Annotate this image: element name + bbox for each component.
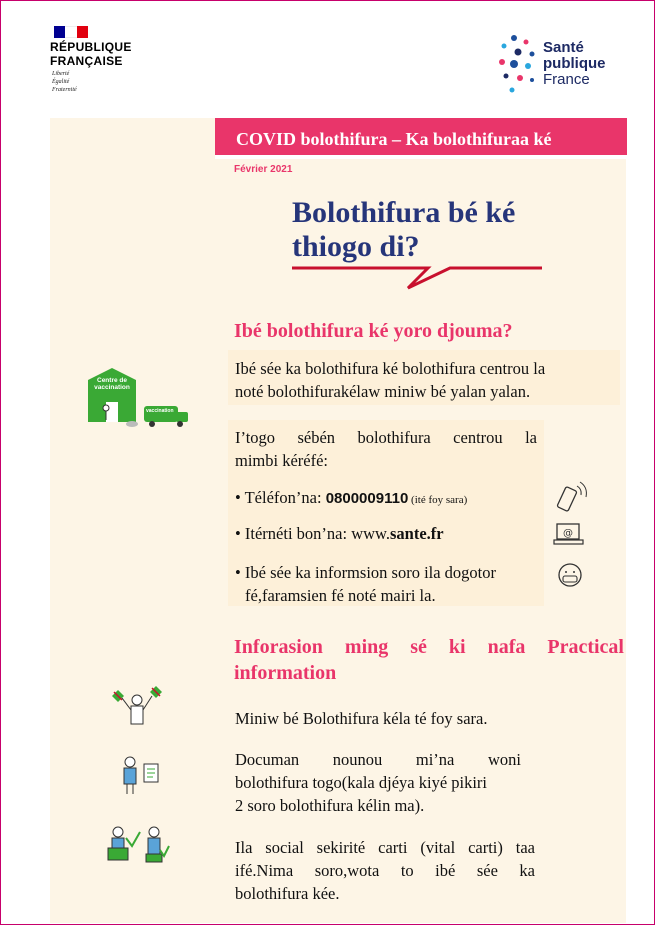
practical-item3-line2: ifé.Nima soro,wota to ibé sée ka bbox=[235, 861, 535, 880]
practical-item2-line1: Documan nounou mi’na woni bbox=[235, 750, 521, 769]
gov-motto-1: Liberté bbox=[52, 71, 70, 77]
section1-find bbox=[235, 426, 537, 472]
section1-intro-line2: noté bolothifurakélaw miniw bé yalan yalan. bbox=[235, 382, 531, 401]
spf-logo-text bbox=[543, 40, 606, 88]
practical-item1: Miniw bé Bolothifura kéla té foy sara. bbox=[235, 709, 488, 728]
masked-face-icon bbox=[556, 561, 586, 591]
gov-motto-2: Égalité bbox=[52, 79, 70, 85]
gov-motto bbox=[52, 70, 77, 94]
section1-find-line2: mimbi kéréfé: bbox=[235, 451, 329, 470]
section1-heading: Ibé bolothifura ké yoro djouma? bbox=[234, 320, 513, 342]
free-vaccine-icon bbox=[108, 686, 166, 730]
gov-motto-3: Fraternité bbox=[52, 87, 77, 93]
speech-pointer-icon bbox=[290, 264, 546, 292]
gov-logo-title bbox=[50, 40, 132, 68]
web-line bbox=[235, 522, 444, 545]
main-question-line1: Bolothifura bé ké bbox=[292, 196, 516, 229]
info-line2: fé,faramsien fé noté mairi la. bbox=[245, 586, 436, 605]
svg-text:@: @ bbox=[563, 528, 573, 539]
section1-intro bbox=[235, 357, 619, 403]
practical-item3-line1: Ila social sekirité carti (vital carti) taa bbox=[235, 838, 535, 857]
marianne-flag-icon bbox=[54, 26, 88, 38]
phone-note: (ité foy sara) bbox=[408, 494, 468, 506]
document-icon bbox=[118, 752, 162, 796]
info-line1: • Ibé sée ka informsion soro ila dogotor bbox=[235, 563, 497, 582]
section2-heading-line2: information bbox=[234, 662, 337, 684]
center-sign-line1: Centre de bbox=[97, 377, 127, 384]
web-prefix: • Itérnéti bon’na: www. bbox=[235, 524, 390, 543]
spf-line3: France bbox=[543, 71, 590, 88]
practical-item3 bbox=[235, 836, 535, 905]
section1-intro-line1: Ibé sée ka bolothifura ké bolothifura centrou la bbox=[235, 359, 546, 378]
vital-card-icon bbox=[106, 822, 170, 866]
center-sign-line2: vaccination bbox=[94, 384, 130, 391]
banner-title: COVID bolothifura – Ka bolothifuraa ké bbox=[236, 129, 552, 149]
gov-title-line2: FRANÇAISE bbox=[50, 54, 123, 68]
van-label: vaccination bbox=[146, 408, 174, 414]
section1-find-line1: I’togo sébén bolothifura centrou la bbox=[235, 428, 537, 447]
info-line bbox=[235, 561, 545, 607]
gov-title-line1: RÉPUBLIQUE bbox=[50, 40, 132, 54]
practical-item2 bbox=[235, 748, 521, 817]
spf-line1: Santé bbox=[543, 39, 584, 56]
section2-heading-line1: Inforasion ming sé ki nafa Practical bbox=[234, 636, 624, 658]
main-question-line2: thiogo di? bbox=[292, 230, 420, 263]
practical-item2-line3: 2 soro bolothifura kélin ma). bbox=[235, 796, 425, 815]
phone-line bbox=[235, 486, 467, 512]
publication-date: Février 2021 bbox=[234, 164, 293, 175]
spf-dots-logo-icon bbox=[496, 32, 542, 98]
laptop-icon bbox=[553, 522, 585, 548]
phone-number: 0800009110 bbox=[325, 490, 409, 507]
practical-item2-line2: bolothifura togo(kala djéya kiyé pikiri bbox=[235, 773, 488, 792]
practical-item3-line3: bolothifura kée. bbox=[235, 884, 340, 903]
section2-heading bbox=[234, 634, 624, 686]
web-domain: sante.fr bbox=[390, 524, 444, 543]
banner-divider bbox=[215, 155, 627, 159]
spf-line2: publique bbox=[543, 55, 606, 72]
phone-icon bbox=[555, 480, 589, 514]
phone-prefix: • Téléfon’na: bbox=[235, 488, 326, 507]
vaccination-center-icon bbox=[86, 366, 194, 428]
main-question bbox=[292, 196, 515, 264]
